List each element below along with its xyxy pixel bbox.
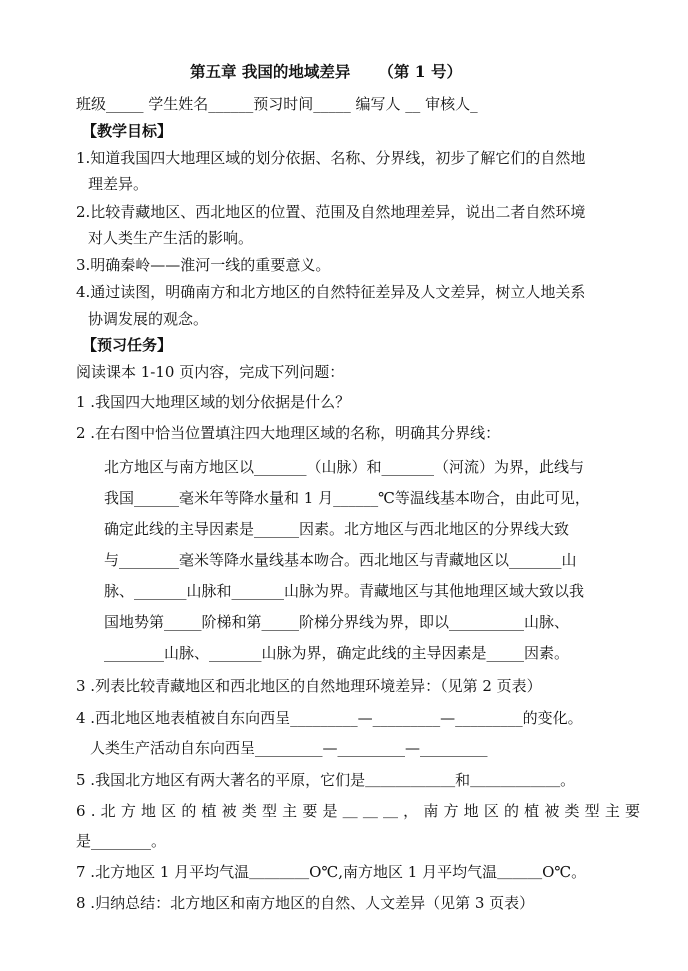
question-3: 3 .列表比较青藏地区和西北地区的自然地理环境差异：（见第 2 页表） xyxy=(76,677,542,695)
question-4-cont: 人类生产活动自东向西呈_________—_________—_________ xyxy=(90,739,488,757)
q2-body-line-1: 北方地区与南方地区以_______（山脉）和_______（河流）为界，此线与 xyxy=(104,458,585,476)
question-8: 8 .归纳总结：北方地区和南方地区的自然、人文差异（见第 3 页表） xyxy=(76,894,535,912)
question-4: 4 .西北地区地表植被自东向西呈_________—_________—_________的变化。 xyxy=(76,709,583,727)
goal-4-cont: 协调发展的观念。 xyxy=(88,310,209,328)
title-number: （第 1 号） xyxy=(378,62,462,81)
q2-body-line-6: 国地势第_____阶梯和第_____阶梯分界线为界，即以__________山脉、 xyxy=(104,613,570,631)
goal-2: 2.比较青藏地区、西北地区的位置、范围及自然地理差异，说出二者自然环境 xyxy=(76,203,586,221)
goal-3: 3.明确秦岭——淮河一线的重要意义。 xyxy=(76,256,331,274)
header-info-line: 班级_____ 学生姓名______预习时间_____ 编写人 __ 审核人_ xyxy=(76,95,478,113)
question-6: 6 . 北 方 地 区 的 植 被 类 型 主 要 是 ＿ ＿ ＿ ， 南 方 地 区 的 植 被 类 型 主 要 xyxy=(76,802,641,820)
q2-body-line-5: 脉、_______山脉和_______山脉为界。青藏地区与其他地理区域大致以我 xyxy=(104,582,585,600)
question-6-cont: 是________。 xyxy=(76,832,167,850)
q2-body-line-7: ________山脉、_______山脉为界，确定此线的主导因素是_____因素。 xyxy=(104,644,570,662)
reading-intro: 阅读课本 1-10 页内容，完成下列问题： xyxy=(76,363,345,381)
page-title xyxy=(190,62,462,82)
goals-heading: 【教学目标】 xyxy=(82,122,173,140)
question-7: 7 .北方地区 1 月平均气温＿＿＿＿O℃,南方地区 1 月平均气温＿＿＿O℃。 xyxy=(76,863,587,881)
goal-4: 4.通过读图，明确南方和北方地区的自然特征差异及人文差异，树立人地关系 xyxy=(76,283,586,301)
title-main: 第五章 我国的地域差异 xyxy=(190,62,351,81)
goal-1-cont: 理差异。 xyxy=(88,175,149,193)
q2-body-line-2: 我国______毫米年等降水量和 1 月______℃等温线基本吻合，由此可见， xyxy=(104,489,590,507)
question-1: 1 .我国四大地理区域的划分依据是什么？ xyxy=(76,393,351,411)
question-2: 2 .在右图中恰当位置填注四大地理区域的名称，明确其分界线： xyxy=(76,424,501,442)
goal-1: 1.知道我国四大地理区域的划分依据、名称、分界线，初步了解它们的自然地 xyxy=(76,149,586,167)
q2-body-line-3: 确定此线的主导因素是______因素。北方地区与西北地区的分界线大致 xyxy=(104,520,570,538)
tasks-heading: 【预习任务】 xyxy=(82,336,173,354)
goal-2-cont: 对人类生产生活的影响。 xyxy=(88,229,254,247)
question-5: 5 .我国北方地区有两大著名的平原，它们是＿＿＿＿＿＿和＿＿＿＿＿＿。 xyxy=(76,771,576,789)
q2-body-line-4: 与________毫米等降水量线基本吻合。西北地区与青藏地区以_______山 xyxy=(104,551,577,569)
